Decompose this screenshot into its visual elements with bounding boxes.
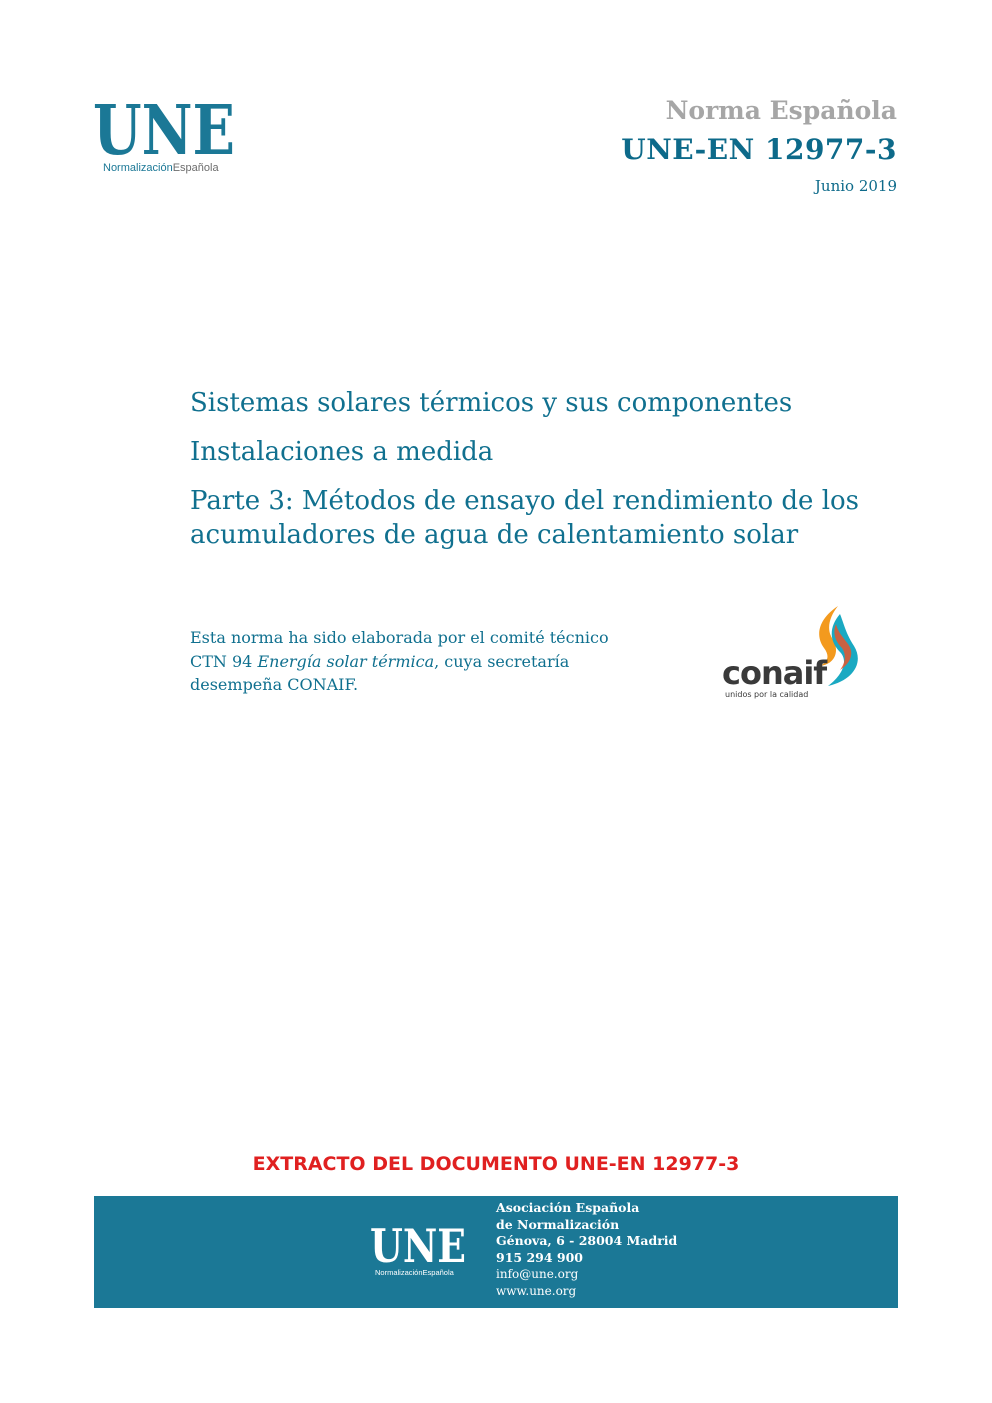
- committee-line-3: desempeña CONAIF.: [190, 675, 359, 694]
- une-logo-text: UNE: [93, 92, 235, 171]
- footer-address: Génova, 6 - 28004 Madrid: [496, 1233, 678, 1248]
- norma-code: UNE-EN 12977-3: [621, 133, 897, 166]
- footer-org-line-2: de Normalización: [496, 1216, 620, 1232]
- title-line-2: Instalaciones a medida: [190, 437, 494, 467]
- footer-phone: 915 294 900: [496, 1249, 583, 1265]
- une-logo-subtitle: NormalizaciónEspañola: [103, 162, 219, 174]
- norma-date: Junio 2019: [814, 177, 897, 195]
- conaif-logo: [718, 604, 868, 704]
- conaif-wordmark: conaif: [722, 654, 827, 692]
- committee-line-2: CTN 94 Energía solar térmica, cuya secretaría: [190, 651, 570, 671]
- footer-logo-subtitle: NormalizaciónEspañola: [375, 1268, 454, 1277]
- footer-contact-info: [496, 1200, 677, 1299]
- title-line-3: Parte 3: Métodos de ensayo del rendimiento de los: [190, 486, 860, 516]
- footer-web-link[interactable]: www.une.org: [496, 1283, 577, 1298]
- footer-org-line-1: Asociación Española: [496, 1200, 640, 1215]
- title-line-4: acumuladores de agua de calentamiento solar: [190, 520, 799, 550]
- une-logo: [93, 92, 243, 176]
- committee-line-1: Esta norma ha sido elaborada por el comité técnico: [190, 628, 609, 647]
- committee-paragraph: [190, 626, 660, 697]
- footer-logo-text: UNE: [370, 1220, 466, 1273]
- footer-une-logo: [370, 1220, 470, 1278]
- extract-notice: EXTRACTO DEL DOCUMENTO UNE-EN 12977-3: [252, 1153, 740, 1175]
- footer-email-link[interactable]: info@une.org: [496, 1267, 579, 1281]
- footer-band: [94, 1196, 898, 1308]
- conaif-tagline: unidos por la calidad: [725, 690, 809, 699]
- norma-label: Norma Española: [665, 96, 897, 125]
- committee-ctn-name: Energía solar térmica: [257, 651, 435, 671]
- title-line-1: Sistemas solares térmicos y sus componentes: [190, 388, 793, 418]
